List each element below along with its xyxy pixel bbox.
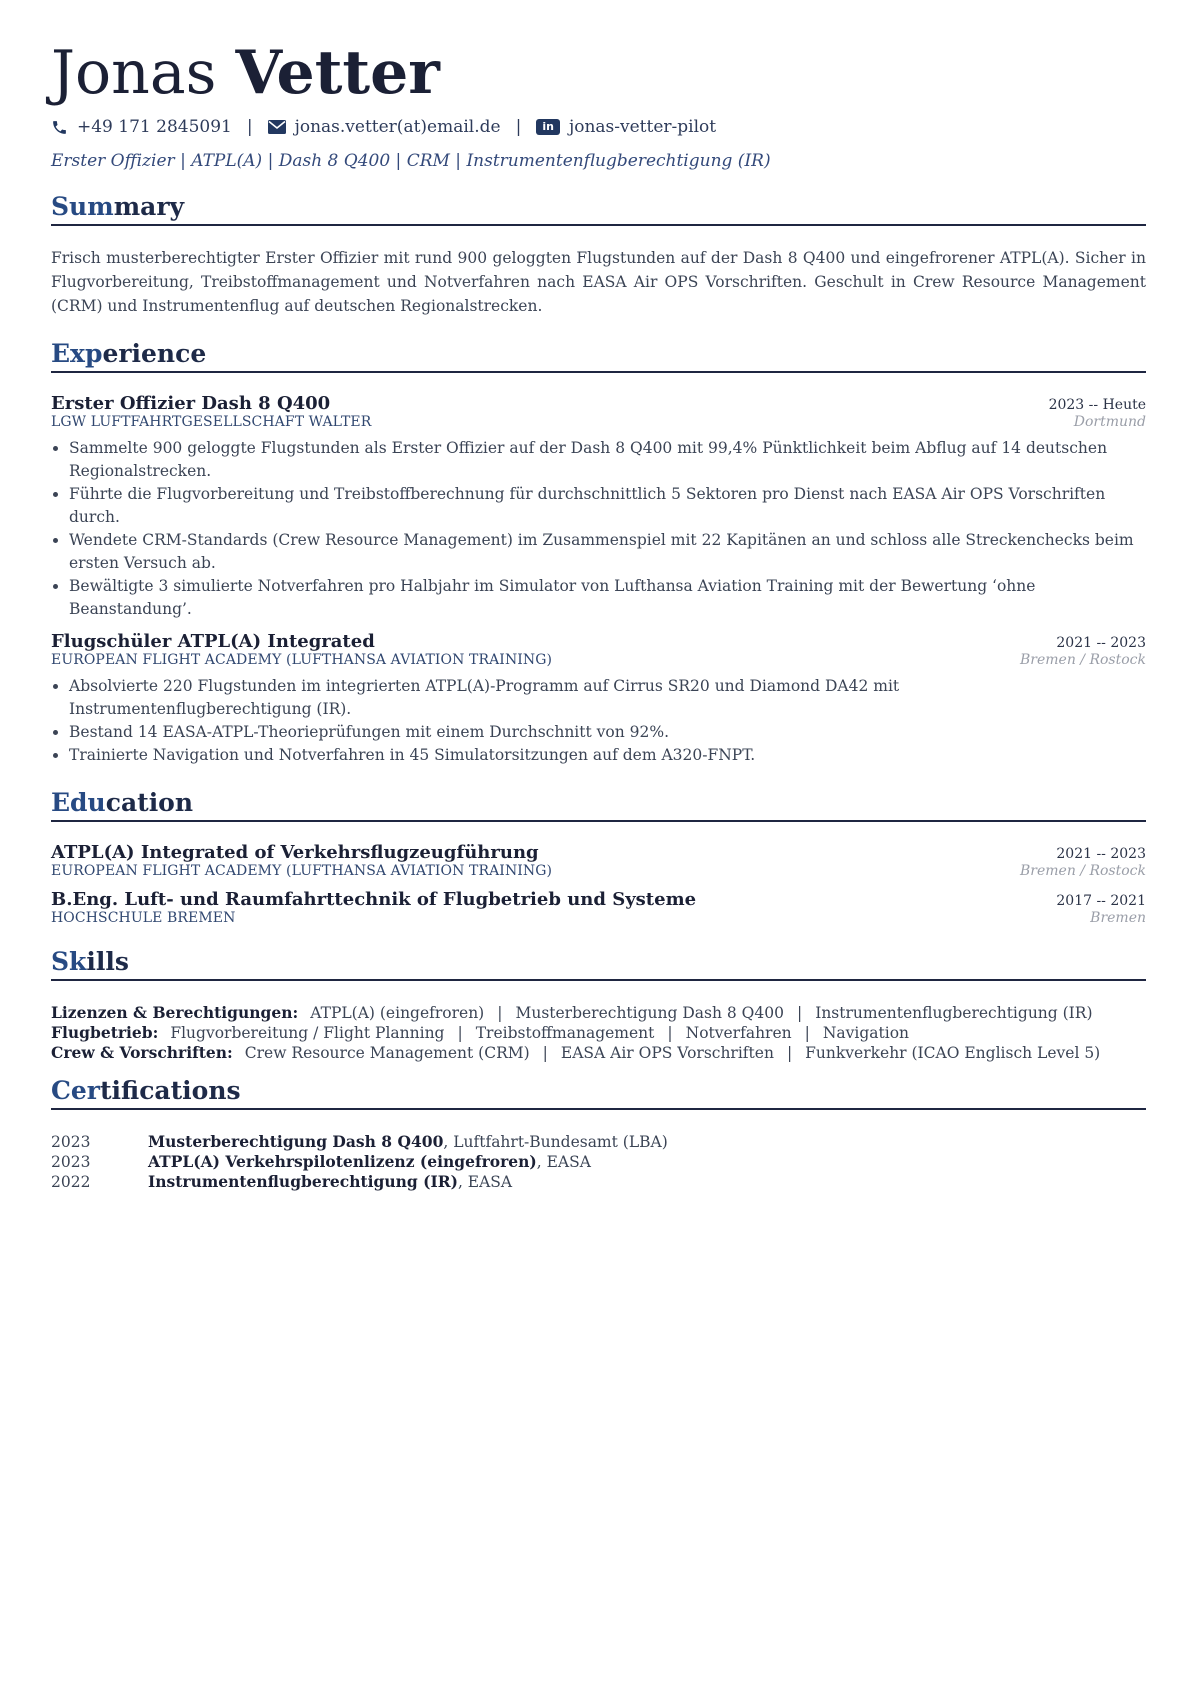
section-title: Skills (51, 947, 129, 976)
bullet-item: • Wendete CRM-Standards (Crew Resource Management) im Zusammenspiel mit 22 Kapitänen an und schloss alle Streckenchecks beim ersten Versuch ab. (69, 529, 1146, 575)
certifications-list (51, 1132, 1146, 1192)
skill-separator: | (667, 1024, 673, 1042)
envelope-icon (268, 120, 286, 134)
section-rule (51, 224, 1146, 226)
skill-separator: | (497, 1004, 503, 1022)
entry-organization: EUROPEAN FLIGHT ACADEMY (LUFTHANSA AVIATION TRAINING) (51, 863, 553, 879)
certification-issuer: , EASA (536, 1153, 591, 1171)
entry-bullets (51, 675, 1146, 767)
skill-item: Crew Resource Management (CRM) (244, 1044, 530, 1062)
entry-title: Flugschüler ATPL(A) Integrated (51, 631, 375, 652)
education-section (51, 787, 1146, 926)
bullet-item: • Absolvierte 220 Flugstunden im integrierten ATPL(A)-Programm auf Cirrus SR20 und Diamond DA42 mit Instrumentenflugberechtigung (IR). (69, 675, 1146, 721)
summary-text: Frisch musterberechtigter Erster Offizier mit rund 900 geloggten Flugstunden auf der Dash 8 Q400 und eingefrorener ATPL(A). Sicher in Flugvorbereitung, Treibstoffmanagement und Notverfahren nach EASA Air OPS Vorschriften. Geschult in Crew Resource Management (CRM) und Instrumentenflug auf deutschen Regionalstrecken. (51, 249, 1146, 315)
section-rule (51, 820, 1146, 822)
first-name: Jonas (51, 38, 217, 108)
skill-item: Navigation (822, 1024, 910, 1042)
contact-linkedin[interactable] (536, 117, 716, 137)
contact-separator: | (515, 117, 522, 137)
section-title: Education (51, 788, 194, 817)
entry-bullets (51, 437, 1146, 621)
resume-content (51, 36, 1146, 1192)
education-entry (51, 842, 1146, 879)
skill-item: EASA Air OPS Vorschriften (560, 1044, 774, 1062)
skill-item: Notverfahren (685, 1024, 792, 1042)
certification-year: 2023 (51, 1153, 91, 1171)
bullet-item: • Trainierte Navigation und Notverfahren in 45 Simulatorsitzungen auf dem A320-FNPT. (69, 744, 1146, 767)
bullet-item: • Sammelte 900 geloggte Flugstunden als Erster Offizier auf der Dash 8 Q400 mit 99,4% Pünktlichkeit beim Abflug auf 14 deutschen Regionalstrecken. (69, 437, 1146, 483)
entry-date: 2023 -- Heute (1048, 397, 1146, 413)
entry-organization: LGW LUFTFAHRTGESELLSCHAFT WALTER (51, 414, 372, 430)
certification-year: 2023 (51, 1133, 91, 1151)
skill-item: Funkverkehr (ICAO Englisch Level 5) (805, 1044, 1101, 1062)
skill-category: Lizenzen & Berechtigungen: (51, 1003, 299, 1022)
section-title: Summary (51, 192, 185, 221)
skill-separator: | (542, 1044, 548, 1062)
section-title: Experience (51, 339, 207, 368)
entry-location: Bremen / Rostock (1020, 652, 1146, 668)
entry-title: Erster Offizier Dash 8 Q400 (51, 393, 331, 414)
entry-organization: EUROPEAN FLIGHT ACADEMY (LUFTHANSA AVIATION TRAINING) (51, 652, 553, 668)
skill-separator: | (457, 1024, 463, 1042)
skill-row (51, 1023, 1146, 1043)
certification-row (51, 1152, 1146, 1172)
section-rule (51, 979, 1146, 981)
certification-issuer: , EASA (457, 1173, 513, 1191)
skill-item: ATPL(A) (eingefroren) (310, 1004, 485, 1022)
last-name: Vetter (235, 38, 440, 108)
section-rule (51, 371, 1146, 373)
contact-separator: | (246, 117, 253, 137)
certifications-section (51, 1075, 1146, 1192)
entry-title: ATPL(A) Integrated of Verkehrsflugzeugführung (51, 842, 539, 863)
bullet-item: • Bewältigte 3 simulierte Notverfahren pro Halbjahr im Simulator von Lufthansa Aviation Training mit der Bewertung ‘ohne Beanstandung’. (69, 575, 1146, 621)
skill-separator: | (786, 1044, 793, 1062)
skill-category: Flugbetrieb: (51, 1023, 159, 1042)
section-title: Certifications (51, 1076, 241, 1105)
entry-date: 2021 -- 2023 (1056, 846, 1146, 862)
experience-entry (51, 631, 1146, 767)
experience-entry (51, 393, 1146, 621)
phone-number: +49 171 2845091 (77, 117, 232, 137)
entry-date: 2017 -- 2021 (1056, 893, 1146, 909)
bullet-item: • Führte die Flugvorbereitung und Treibstoffberechnung für durchschnittlich 5 Sektoren pro Dienst nach EASA Air OPS Vorschriften durch. (69, 483, 1146, 529)
tagline: Erster Offizier | ATPL(A) | Dash 8 Q400 | CRM | Instrumentenflugberechtigung (IR) (51, 151, 771, 171)
phone-icon (51, 119, 68, 136)
summary-section (51, 191, 1146, 318)
skill-row (51, 1003, 1146, 1023)
experience-section (51, 338, 1146, 767)
skill-item: Treibstoffmanagement (475, 1024, 655, 1042)
certification-name: Instrumentenflugberechtigung (IR) (148, 1172, 458, 1191)
contact-email[interactable] (268, 117, 501, 137)
email-address: jonas.vetter(at)email.de (294, 117, 501, 137)
skill-category: Crew & Vorschriften: (51, 1043, 233, 1062)
linkedin-icon (536, 119, 560, 135)
skill-separator: | (796, 1004, 803, 1022)
contact-line (51, 114, 1146, 140)
skills-section (51, 946, 1146, 1063)
entry-location: Dortmund (1073, 414, 1146, 430)
certification-issuer: , Luftfahrt-Bundesamt (LBA) (443, 1133, 668, 1151)
certification-row (51, 1172, 1146, 1192)
linkedin-handle: jonas-vetter-pilot (568, 117, 717, 137)
certification-row (51, 1132, 1146, 1152)
contact-phone[interactable] (51, 117, 232, 137)
certification-name: Musterberechtigung Dash 8 Q400 (148, 1132, 444, 1151)
entry-title: B.Eng. Luft- und Raumfahrttechnik of Flugbetrieb und Systeme (51, 889, 697, 910)
entry-date: 2021 -- 2023 (1056, 635, 1146, 651)
education-entry (51, 889, 1146, 926)
candidate-name (51, 36, 1146, 110)
entry-location: Bremen / Rostock (1020, 863, 1146, 879)
skills-list (51, 1003, 1146, 1063)
bullet-item: • Bestand 14 EASA-ATPL-Theorieprüfungen mit einem Durchschnitt von 92%. (69, 721, 1146, 744)
skill-item: Flugvorbereitung / Flight Planning (170, 1024, 445, 1042)
skill-row (51, 1043, 1146, 1063)
skill-separator: | (804, 1024, 810, 1042)
skill-item: Musterberechtigung Dash 8 Q400 (515, 1004, 784, 1022)
section-rule (51, 1108, 1146, 1110)
certification-year: 2022 (51, 1173, 91, 1191)
linkedin-badge: in (536, 119, 560, 135)
skill-item: Instrumentenflugberechtigung (IR) (815, 1004, 1093, 1022)
certification-name: ATPL(A) Verkehrspilotenlizenz (eingefroren) (148, 1152, 537, 1171)
entry-location: Bremen (1090, 910, 1146, 926)
entry-organization: HOCHSCHULE BREMEN (51, 910, 236, 926)
